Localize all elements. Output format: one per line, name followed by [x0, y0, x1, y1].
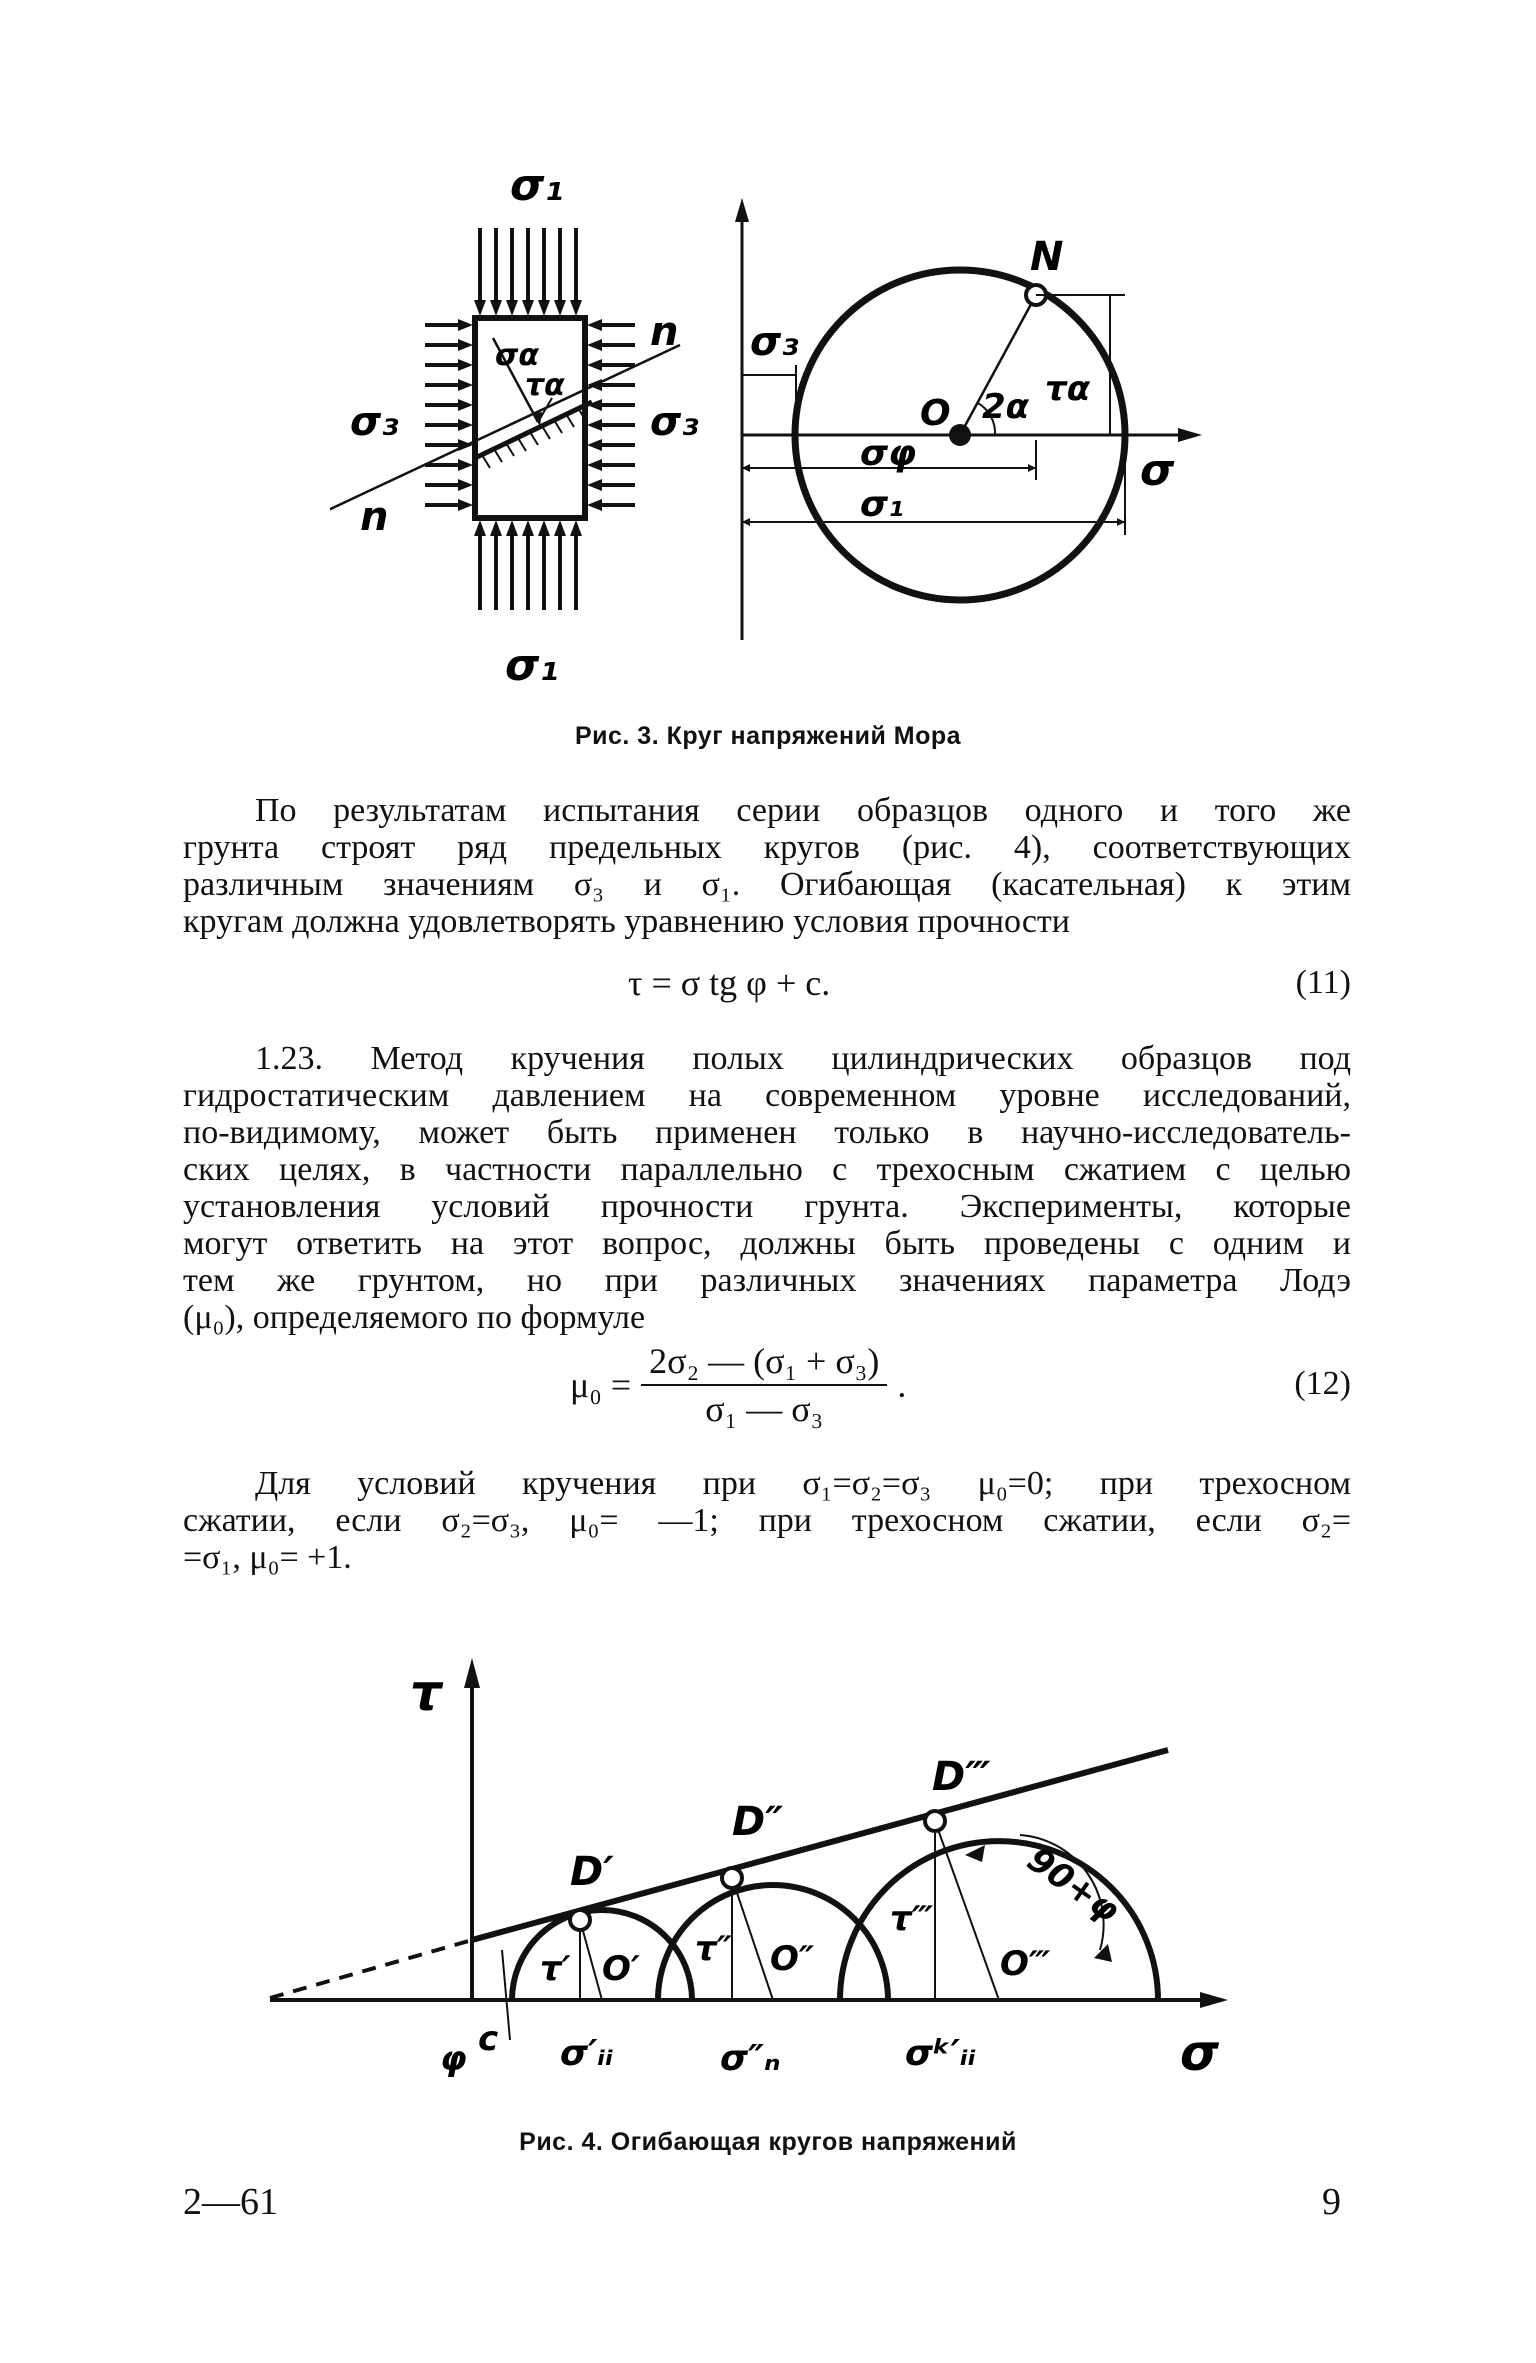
label-phi: φ [440, 2039, 467, 2079]
envelope-diagram [250, 1640, 1270, 2110]
text-line: установления условий прочности грунта. Эксперименты, которые [183, 1188, 1351, 1225]
text-line: 1.23. Метод кручения полых цилиндрических образцов под [255, 1040, 1351, 1077]
formula-12-tail: . [897, 1365, 907, 1405]
left-stress-arrows [425, 325, 467, 505]
equation-number-12: (12) [1294, 1365, 1351, 1402]
figure-3 [330, 150, 1230, 710]
point-D3 [925, 1811, 945, 1831]
text-line: (μ₀), определяемого по формуле [183, 1299, 646, 1336]
label-sigma-alpha: σα [495, 338, 539, 373]
label-sigma-axis: σ [1140, 445, 1175, 496]
label-tau-alpha-circle: τα [1045, 369, 1091, 409]
text-line: =σ₁, μ₀= +1. [183, 1539, 352, 1576]
point-D1 [570, 1910, 590, 1930]
label-D2: D″ [732, 1799, 784, 1845]
text-line: по-видимому, может быть применен только в научно-исследователь- [183, 1114, 1351, 1151]
label-O1: O′ [602, 1949, 640, 1989]
text-line: Для условий кручения при σ₁=σ₂=σ₃ μ₀=0; при трехосном [255, 1465, 1351, 1502]
label-O3: O‴ [1000, 1944, 1051, 1984]
label-angle: 90+φ [1019, 1839, 1127, 1932]
label-N: N [1030, 234, 1064, 280]
top-stress-arrows [480, 228, 576, 310]
label-sigma1-prime: σ′ᵢᵢ [560, 2033, 614, 2074]
formula-12-fraction [641, 1340, 887, 1430]
label-sigma3-right: σ₃ [650, 399, 699, 445]
figure-4 [250, 1640, 1270, 2110]
formula-11: τ = σ tg φ + c. [628, 963, 831, 1003]
point-D2 [722, 1868, 742, 1888]
footer-signature: 2—61 [183, 2181, 278, 2223]
center-point [949, 424, 971, 446]
formula-12-denominator: σ₁ — σ₃ [705, 1389, 824, 1429]
text-line: могут ответить на этот вопрос, должны быть проведены с одним и [183, 1225, 1351, 1262]
label-sigma-phi: σφ [860, 433, 917, 474]
label-c: c [478, 2019, 499, 2059]
label-tau3: τ‴ [890, 1899, 934, 1939]
page-number: 9 [1322, 2181, 1341, 2223]
formula-12-numerator: 2σ₂ — (σ₁ + σ₃) [641, 1340, 887, 1386]
label-sigma-axis: σ [1180, 2024, 1219, 2082]
text-line: гидростатическим давлением на современном уровне исследований, [183, 1077, 1351, 1114]
label-n-bottom: n [360, 494, 389, 540]
formula-12-lhs: μ₀ = [570, 1365, 632, 1405]
text-line: сжатии, если σ₂=σ₃, μ₀= —1; при трехосном сжатии, если σ₂= [183, 1502, 1351, 1539]
label-sigma2-prime: σ″ₙ [720, 2038, 781, 2079]
equation-number-11: (11) [1295, 964, 1351, 1001]
bottom-stress-arrows [480, 528, 576, 610]
mohr-circle-diagram [330, 150, 1230, 710]
label-tau1: τ′ [540, 1949, 571, 1989]
label-tau-alpha: τα [525, 368, 565, 403]
label-2alpha: 2α [982, 387, 1030, 427]
text-line: грунта строят ряд предельных кругов (рис. 4), соответствующих [183, 829, 1351, 866]
text-line: По результатам испытания серии образцов одного и того же [255, 792, 1351, 829]
label-tau2: τ″ [695, 1929, 732, 1969]
label-sigma3-circle: σ₃ [750, 319, 799, 365]
label-D1: D′ [570, 1849, 614, 1895]
label-n-top: n [650, 309, 679, 355]
formula-12 [570, 1340, 906, 1430]
label-tau-axis: τ [410, 1664, 442, 1722]
text-line: различным значениям σ₃ и σ₁. Огибающая (касательная) к этим [183, 866, 1351, 903]
label-O: O [920, 393, 951, 434]
label-sigma1-circle: σ₁ [860, 484, 904, 525]
label-sigma1-bottom: σ₁ [505, 640, 559, 691]
paragraph-1 [183, 792, 1351, 940]
text-line: кругам должна удовлетворять уравнению условия прочности [183, 903, 1070, 940]
text-line: тем же грунтом, но при различных значениях параметра Лодэ [183, 1262, 1351, 1299]
paragraph-3 [183, 1465, 1351, 1576]
figure-3-caption: Рис. 3. Круг напряжений Мора [574, 722, 962, 750]
figure-4-caption: Рис. 4. Огибающая кругов напряжений [519, 2128, 1017, 2156]
right-stress-arrows [593, 325, 635, 505]
paragraph-2 [183, 1040, 1351, 1336]
label-sigma3-prime: σᵏ′ᵢᵢ [905, 2033, 976, 2074]
label-sigma3-left: σ₃ [350, 399, 399, 445]
label-sigma1-top: σ₁ [510, 160, 564, 211]
label-D3: D‴ [932, 1754, 991, 1800]
text-line: ских целях, в частности параллельно с трехосным сжатием с целью [183, 1151, 1351, 1188]
label-O2: O″ [770, 1939, 815, 1979]
